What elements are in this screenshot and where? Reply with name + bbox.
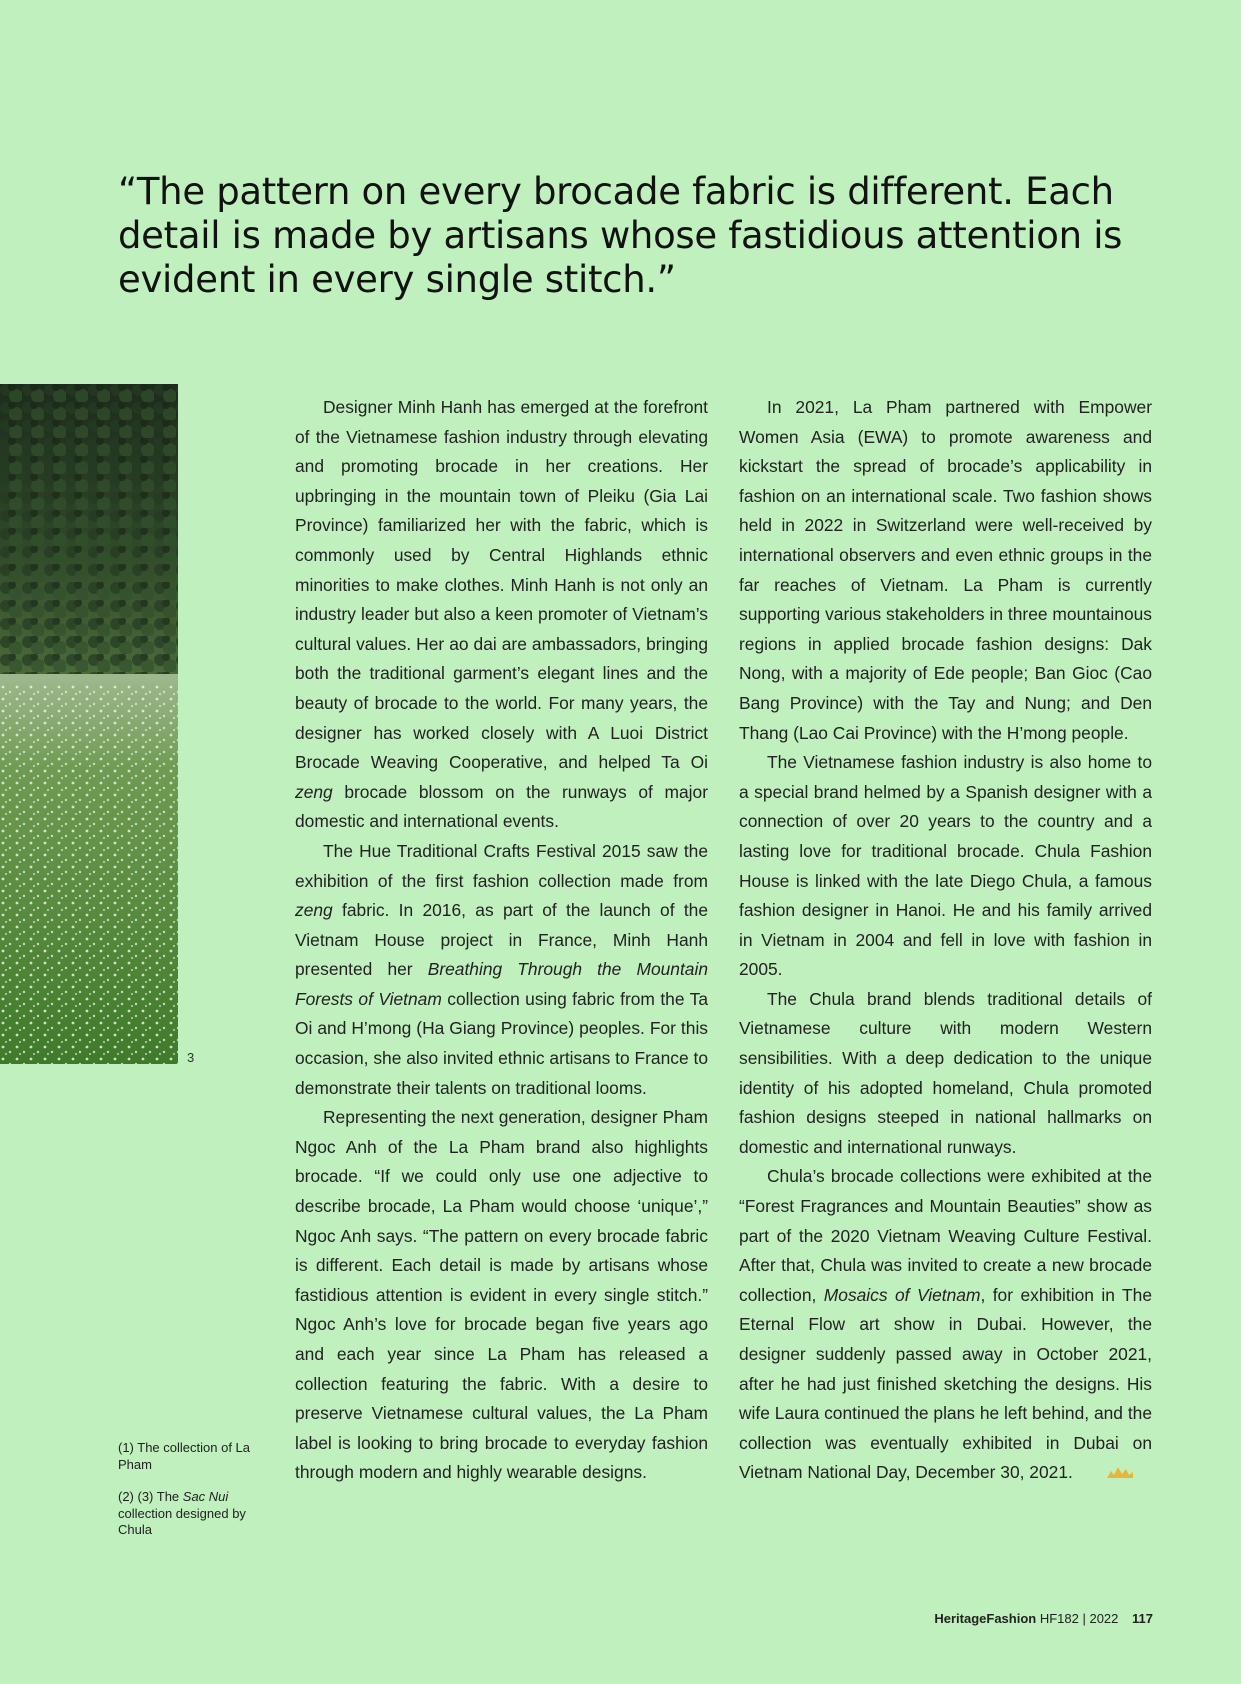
magazine-brand: HeritageFashion <box>934 1611 1037 1626</box>
article-paragraph: The Vietnamese fashion industry is also home to a special brand helmed by a Spanish designer with a connection of over 20 years to the country and a lasting love for traditional brocade. Chula Fashion House is linked with the late Diego Chula, a famous fashion designer in Hanoi. He and his family arrived in Vietnam in 2004 and fell in love with fashion in 2005. <box>739 752 1152 980</box>
article-paragraph: Representing the next generation, designer Pham Ngoc Anh of the La Pham brand also highlights brocade. “If we could only use one adjective to describe brocade, La Pham would choose ‘unique’,” Ngoc Anh says. “The pattern on every brocade fabric is different. Each detail is made by artisans whose fastidious attention is evident in every single stitch.” Ngoc Anh’s love for brocade began five years ago and each year since La Pham has released a collection featuring the fabric. With a desire to preserve Vietnamese cultural values, the La Pham label is looking to bring brocade to everyday fashion through modern and highly wearable designs. <box>295 1107 708 1483</box>
field-photo-image <box>0 384 178 1064</box>
page-number: 117 <box>1132 1611 1153 1626</box>
article-paragraph: In 2021, La Pham partnered with Empower Women Asia (EWA) to promote awareness and kickstart the spread of brocade’s applicability in fashion on an international scale. Two fashion shows held in 2022 in Switzerland were well-received by international observers and even ethnic groups in the far reaches of Vietnam. La Pham is currently supporting various stakeholders in three mountainous regions in applied brocade fashion designs: Dak Nong, with a majority of Ede people; Ban Gioc (Cao Bang Province) with the Tay and Nung; and Den Thang (Lao Cai Province) with the H’mong people. <box>739 397 1152 743</box>
article-column-left <box>295 393 708 1488</box>
caption: (2) (3) The Sac Nui collection designed by Chula <box>118 1489 246 1537</box>
issue-info: HF182 | 2022 <box>1039 1611 1119 1626</box>
article-column-right <box>739 393 1152 1489</box>
pull-quote: “The pattern on every brocade fabric is different. Each detail is made by artisans whose fastidious attention is evident in every single stitch.” <box>118 170 1123 301</box>
article-paragraph: Chula’s brocade collections were exhibited at the “Forest Fragrances and Mountain Beauties” show as part of the 2020 Vietnam Weaving Culture Festival. After that, Chula was invited to create a new brocade collection, Mosaics of Vietnam, for exhibition in The Eternal Flow art show in Dubai. However, the designer suddenly passed away in October 2021, after he had just finished sketching the designs. His wife Laura continued the plans he left behind, and the collection was eventually exhibited in Dubai on Vietnam National Day, December 30, 2021. <box>739 1162 1152 1488</box>
end-of-article-icon <box>1077 1459 1135 1489</box>
photo-number: 3 <box>187 1050 195 1065</box>
article-paragraph: Designer Minh Hanh has emerged at the forefront of the Vietnamese fashion industry through elevating and promoting brocade in her creations. Her upbringing in the mountain town of Pleiku (Gia Lai Province) familiarized her with the fabric, which is commonly used by Central Highlands ethnic minorities to make clothes. Minh Hanh is not only an industry leader but also a keen promoter of Vietnam’s cultural values. Her ao dai are ambassadors, bringing both the traditional garment’s elegant lines and the beauty of brocade to the world. For many years, the designer has worked closely with A Luoi District Brocade Weaving Cooperative, and helped Ta Oi zeng brocade blossom on the runways of major domestic and international events. <box>295 397 708 832</box>
field-photo <box>0 384 178 1064</box>
article-paragraph: The Chula brand blends traditional details of Vietnamese culture with modern Western sensibilities. With a deep dedication to the unique identity of his adopted homeland, Chula promoted fashion designs steeped in national hallmarks on domestic and international runways. <box>739 988 1152 1157</box>
caption: (1) The collection of La Pham <box>118 1440 250 1472</box>
page-footer <box>934 1611 1153 1626</box>
article-paragraph: The Hue Traditional Crafts Festival 2015 saw the exhibition of the first fashion collection made from zeng fabric. In 2016, as part of the launch of the Vietnam House project in France, Minh Hanh presented her Breathing Through the Mountain Forests of Vietnam collection using fabric from the Ta Oi and H’mong (Ha Giang Province) peoples. For this occasion, she also invited ethnic artisans to France to demonstrate their talents on traditional looms. <box>295 840 708 1098</box>
photo-captions <box>118 1440 258 1555</box>
